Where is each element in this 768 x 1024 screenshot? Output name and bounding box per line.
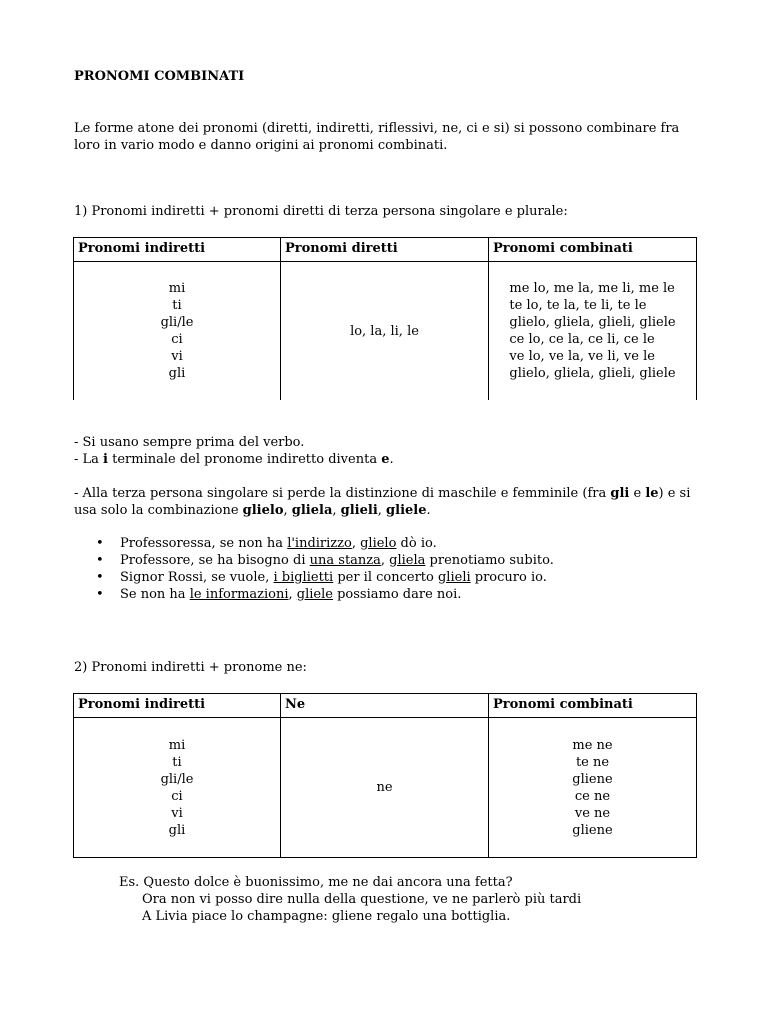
list-item: mi	[168, 737, 186, 753]
list-item: vi	[171, 349, 183, 364]
list-item: gli	[168, 822, 186, 838]
examples-list	[74, 535, 554, 603]
list-item: gliene	[572, 771, 613, 787]
page-title: PRONOMI COMBINATI	[74, 69, 245, 84]
list-item: ti	[172, 298, 182, 313]
es-line-1: Es. Questo dolce è buonissimo, me ne dai ancora una fetta?	[119, 875, 513, 890]
list-item: ti	[172, 754, 182, 770]
bullet-icon: •	[96, 587, 104, 602]
notes	[74, 434, 714, 519]
list-item: glielo, gliela, glieli, gliele	[509, 315, 676, 330]
table-indiretti-diretti	[73, 237, 697, 400]
cell-combinati	[489, 718, 697, 858]
cell-diretti: lo, la, li, le	[281, 262, 489, 401]
bullet-icon: •	[96, 553, 104, 568]
list-item: • Professore, se ha bisogno di una stanza, gliela prenotiamo subito.	[96, 553, 554, 568]
cell-indiretti	[74, 718, 281, 858]
es-line-3: A Livia piace lo champagne: gliene regalo una bottiglia.	[142, 909, 511, 924]
table-header-row	[74, 238, 697, 262]
cell-indiretti	[74, 262, 281, 401]
list-item: vi	[171, 805, 183, 821]
list-item: gliene	[572, 822, 613, 838]
bullet-icon: •	[96, 536, 104, 551]
list-item: ci	[171, 788, 183, 804]
cell-combinati	[489, 262, 697, 401]
header-ne: Ne	[281, 694, 489, 718]
list-item: te lo, te la, te li, te le	[509, 298, 647, 313]
list-item: gli/le	[160, 771, 194, 787]
list-item: • Se non ha le informazioni, gliele possiamo dare noi.	[96, 587, 462, 602]
list-item: me ne	[572, 737, 613, 753]
list-item: mi	[168, 281, 186, 296]
note-2: - La i terminale del pronome indiretto diventa e.	[74, 452, 394, 467]
examples-es	[119, 874, 581, 925]
table-row	[74, 262, 697, 401]
bullet-icon: •	[96, 570, 104, 585]
es-line-2: Ora non vi posso dire nulla della questione, ve ne parlerò più tardi	[142, 892, 582, 907]
list-item: ce ne	[574, 788, 611, 804]
list-item: me lo, me la, me li, me le	[509, 281, 675, 296]
list-item: ce lo, ce la, ce li, ce le	[509, 332, 655, 347]
table-header-row	[74, 694, 697, 718]
cell-ne: ne	[281, 718, 489, 858]
table-indiretti-ne	[73, 693, 697, 858]
header-pronomi-combinati: Pronomi combinati	[489, 694, 697, 718]
section1-heading: 1) Pronomi indiretti + pronomi diretti di terza persona singolare e plurale:	[74, 204, 568, 219]
list-item: • Professoressa, se non ha l'indirizzo, glielo dò io.	[96, 536, 437, 551]
header-pronomi-indiretti: Pronomi indiretti	[74, 694, 281, 718]
header-pronomi-indiretti: Pronomi indiretti	[74, 238, 281, 262]
header-pronomi-diretti: Pronomi diretti	[281, 238, 489, 262]
list-item: ve lo, ve la, ve li, ve le	[509, 349, 655, 364]
list-item: te ne	[575, 754, 610, 770]
note-1: - Si usano sempre prima del verbo.	[74, 435, 305, 450]
list-item: ci	[171, 332, 183, 347]
list-item: gli	[168, 366, 186, 381]
table-row	[74, 718, 697, 858]
list-item: • Signor Rossi, se vuole, i biglietti per il concerto glieli procuro io.	[96, 570, 547, 585]
header-pronomi-combinati: Pronomi combinati	[489, 238, 697, 262]
list-item: ve ne	[574, 805, 611, 821]
note-3: - Alla terza persona singolare si perde la distinzione di maschile e femminile (fra gli e le) e si usa solo la combinazione glielo, gliela, glieli, gliele.	[74, 486, 691, 518]
section2-heading: 2) Pronomi indiretti + pronome ne:	[74, 660, 307, 675]
list-item: glielo, gliela, glieli, gliele	[509, 366, 676, 381]
list-item: gli/le	[160, 315, 194, 330]
intro-paragraph: Le forme atone dei pronomi (diretti, indiretti, riflessivi, ne, ci e si) si possono combinare fra loro in vario modo e danno origini ai pronomi combinati.	[74, 121, 680, 153]
